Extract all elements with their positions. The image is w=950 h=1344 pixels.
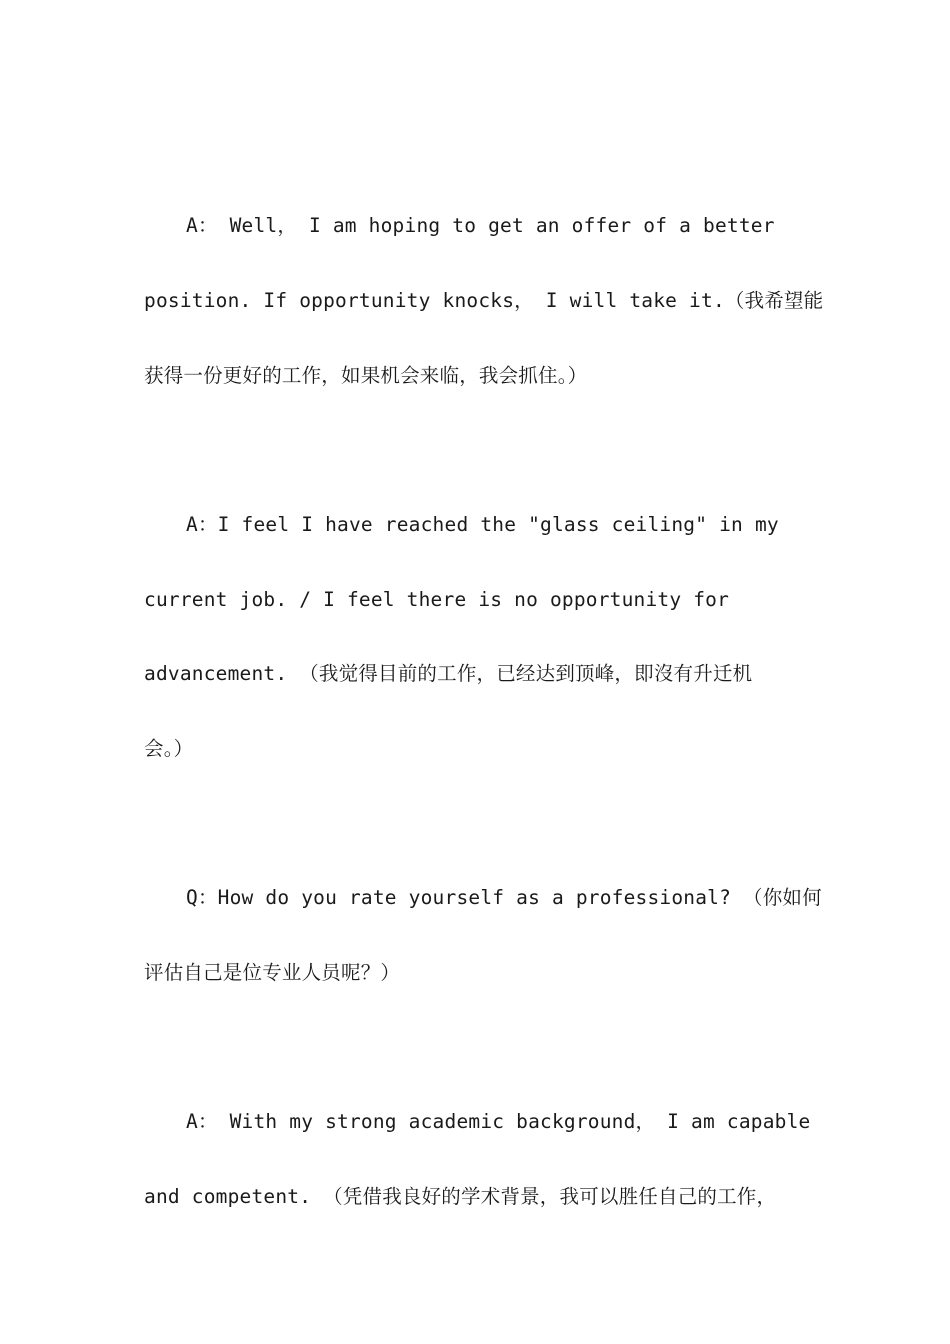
- paragraph-1-line-2: position. If opportunity knocks， I will take it.（我希望能: [144, 289, 824, 312]
- paragraph-2-line-3: advancement. （我觉得目前的工作，已经达到顶峰，即沒有升迁机: [144, 662, 753, 685]
- paragraph-4-line-2: and competent. （凭借我良好的学术背景，我可以胜任自己的工作，: [144, 1185, 777, 1208]
- paragraph-2-line-1: A：I feel I have reached the "glass ceiling" in my: [186, 513, 779, 536]
- paragraph-3-line-2: 评估自己是位专业人员呢？）: [144, 961, 401, 984]
- paragraph-1-line-1: A： Well， I am hoping to get an offer of a better: [186, 214, 775, 237]
- paragraph-2-line-4: 会。）: [144, 737, 194, 760]
- paragraph-2-line-2: current job. / I feel there is no opportunity for: [144, 588, 730, 611]
- paragraph-1-line-3: 获得一份更好的工作，如果机会来临，我会抓住。）: [144, 364, 588, 387]
- paragraph-3-line-1: Q：How do you rate yourself as a professional? （你如何: [186, 886, 822, 909]
- paragraph-4-line-1: A： With my strong academic background， I am capable: [186, 1110, 811, 1133]
